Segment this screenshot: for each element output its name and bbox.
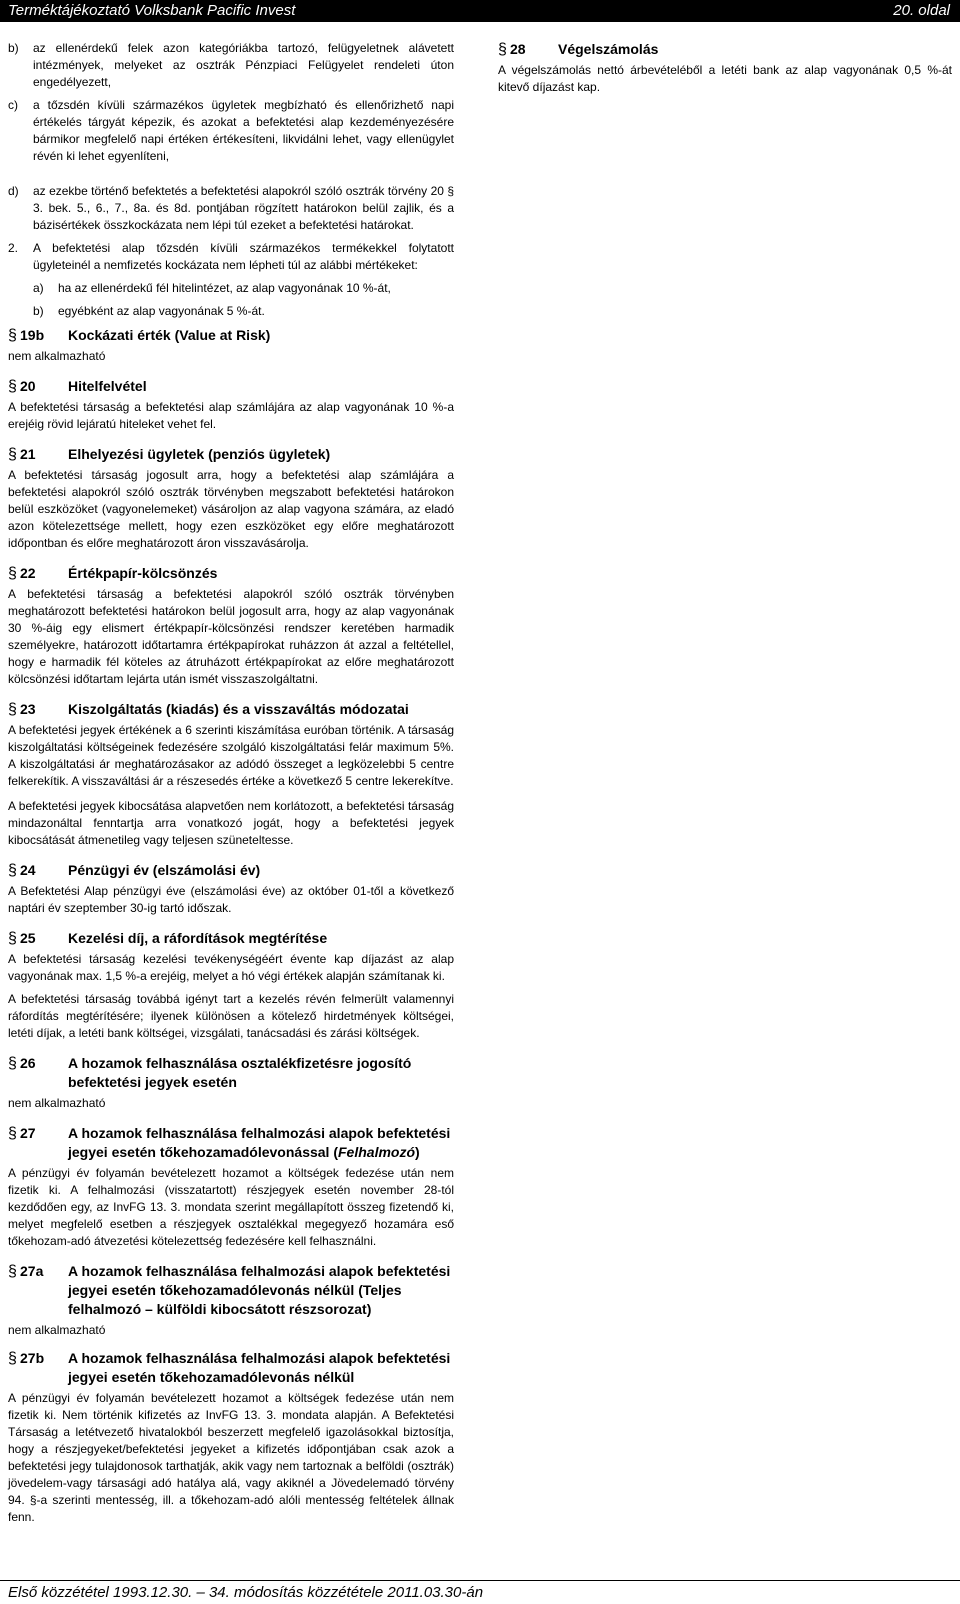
section-body: A befektetési társaság továbbá igényt tart a kezelés révén felmerült valamennyi ráfordítás megtérítésére; ilyenek különösen a kötelező hirdetmények költségei, letéti díjak, a letéti bank költségei, vizsgálati, tanácsadási és zárási költségek. — [8, 992, 454, 1040]
sub-item — [33, 280, 454, 297]
right-column — [498, 40, 952, 96]
section-body: A pénzügyi év folyamán bevételezett hozamot a költségek fedezése után nem fizetik ki. Nem történik kifizetés az InvFG 13. 3. mondata alapján. A Befektetési Társaság a letétvezető hivatalokból beszerzett megfelelő igazolásokkal biztosítja, hogy a részjegyeket/befektetési jegyeket a kifizetés időpontjában csak azok a befektetési jegy tulajdonosok tarthatják, akik vagy nem tartoznak a belföldi (osztrák) jövedelem-vagy társasági adó hatálya alá, vagy akiknél a Jövedelemadó törvény 94. §-a szerinti mentesség, ill. a tőkehozam-adó alóli mentesség feltételek állnak fenn. — [8, 1391, 454, 1524]
section-heading: § 22 Értékpapír-kölcsönzés — [8, 565, 218, 582]
section-heading: § 24 Pénzügyi év (elszámolási év) — [8, 862, 261, 879]
section-body: nem alkalmazható — [8, 349, 106, 363]
sub-text: ha az ellenérdekű fél hitelintézet, az alap vagyonának 10 %-át, — [58, 281, 391, 295]
item-label: d) — [8, 184, 19, 198]
page-footer — [0, 1580, 960, 1603]
section-body: A befektetési társaság a befektetési alapokról szóló osztrák törvényben meghatározott befektetési határokon belül jogosult arra, hogy az alap vagyonának 30 %-áig egy elismert értékpapír-kölcsönzési rendszer keretében harmadik személyekre, határozott időtartamra értékpapírokat ruházzon át azzal a feltétellel, hogy e harmadik fél köteles az átruházott értékpapírokat az előre meghatározott kölcsönzési időtartam lejárta után ismét visszaszolgáltatni. — [8, 587, 454, 686]
section-heading: § 28 Végelszámolás — [498, 41, 659, 58]
page-header — [0, 0, 960, 22]
document-title: Terméktájékoztató Volksbank Pacific Invest — [8, 2, 296, 19]
section-body: A végelszámolás nettó árbevételéből a letéti bank az alap vagyonának 0,5 %-át kitevő díjazást kap. — [498, 63, 952, 94]
section-heading: § 23 Kiszolgáltatás (kiadás) és a visszaváltás módozatai — [8, 701, 409, 718]
section-heading: § 27b A hozamok felhasználása felhalmozási alapok befektetési jegyei esetén tőkehozamadólevonás nélkül — [8, 1350, 451, 1385]
list-item — [8, 40, 454, 91]
section-body: A Befektetési Alap pénzügyi éve (elszámolási éve) az október 01-től a következő naptári év szeptember 30-ig tartó időszak. — [8, 884, 454, 915]
section-heading: § 21 Elhelyezési ügyletek (penziós ügyletek) — [8, 446, 331, 463]
section-heading: § 19b Kockázati érték (Value at Risk) — [8, 327, 271, 344]
sub-label: b) — [33, 304, 44, 318]
footer-text: Első közzététel 1993.12.30. – 34. módosítás közzététele 2011.03.30-án — [8, 1584, 484, 1601]
item-text: az ezekbe történő befektetés a befektetési alapokról szóló osztrák törvény 20 § 3. bek. 5., 6., 7., 8a. és 8d. pontjában rögzített határokon belül zajlik, és a bázisértékek összkockázata nem lépi túl ezeket a befektetési határokat. — [33, 184, 454, 232]
section-heading: § 27a A hozamok felhasználása felhalmozási alapok befektetési jegyei esetén tőkehozamadólevonás nélkül (Teljes felhalmozó – külföldi kibocsátott részsorozat) — [8, 1263, 451, 1317]
section-heading: § 20 Hitelfelvétel — [8, 378, 147, 395]
section-body: A pénzügyi év folyamán bevételezett hozamot a költségek fedezése után nem fizetik ki. A felhalmozási (visszatartott) részjegyek esetén november 28-tól kezdődően egy, az InvFG 13. 3. mondata szerint megállapított összeg fizetendő ki, melyet megfelelő esetben a részjegyek osztalékkal megegyező hozamára eső tőkehozam-adó átvezetési kötelezettség fedezésére kell felhasználni. — [8, 1166, 454, 1248]
section-body: A befektetési jegyek értékének a 6 szerinti kiszámítása euróban történik. A társaság kiszolgáltatási költségeinek fedezésére szolgáló kiszolgáltatási felár maximum 5%. A kiszolgáltatási ár meghatározásakor az adódó összeget a legközelebbi 5 centre felkerekítik. A visszaváltási ár a részesedés értéke a következő 5 centre lekerekítve. — [8, 723, 454, 788]
item-label: c) — [8, 98, 18, 112]
section-body: A befektetési társaság kezelési tevékenységéért évente kap díjazást az alap vagyonának max. 1,5 %-a erejéig, melyet a hó végi értékek alapján számítanak ki. — [8, 952, 454, 983]
point-2 — [8, 240, 454, 274]
left-column — [8, 40, 454, 1526]
section-body: A befektetési társaság jogosult arra, hogy a befektetési alap számlájára a befektetési alapokról szóló osztrák törvényben megszabott befektetési határokon belül eszközöket (vagyonelemeket) vásároljon az alap vagyona számára, az eladó azon kötelezettsége mellett, hogy ezen eszközöket egy előre meghatározott időpontban és előre meghatározott áron visszavásárolja. — [8, 468, 454, 550]
item-label: b) — [8, 41, 19, 55]
sub-item — [33, 303, 454, 320]
section-heading: § 25 Kezelési díj, a ráfordítások megtérítése — [8, 930, 328, 947]
section-heading: § 26 A hozamok felhasználása osztalékfizetésre jogosító befektetési jegyek esetén — [8, 1055, 412, 1090]
sub-text: egyébként az alap vagyonának 5 %-át. — [58, 304, 265, 318]
section-heading: § 27 A hozamok felhasználása felhalmozási alapok befektetési jegyei esetén tőkehozamadólevonással (Felhalmozó) — [8, 1125, 451, 1160]
sub-label: a) — [33, 281, 44, 295]
item-text: az ellenérdekű felek azon kategóriákba tartozó, felügyeletnek alávetett intézmények, melyeket az osztrák Pénzpiaci Felügyelet rendeleti úton engedélyezett, — [33, 41, 454, 89]
item-label: 2. — [8, 241, 19, 255]
section-body: nem alkalmazható — [8, 1096, 106, 1110]
section-body: nem alkalmazható — [8, 1323, 106, 1337]
page-number: 20. oldal — [893, 2, 950, 19]
item-text: A befektetési alap tőzsdén kívüli származékos termékekkel folytatott ügyleteinél a nemfizetés kockázata nem lépheti túl az alábbi mértékeket: — [33, 241, 454, 272]
list-item — [8, 97, 454, 165]
section-body: A befektetési társaság a befektetési alap számlájára az alap vagyonának 10 %-a erejéig rövid lejáratú hiteleket vehet fel. — [8, 400, 454, 431]
item-text: a tőzsdén kívüli származékos ügyletek megbízható és ellenőrizhető napi értékelés tárgyát képezik, és azokat a befektetési alap kezdeményezésére bármikor megfelelő napi értéken értékesíteni, likvidálni lehet, vagy ellenügylet révén ki lehet egyenlíteni, — [33, 98, 454, 163]
list-item — [8, 183, 454, 234]
section-body: A befektetési jegyek kibocsátása alapvetően nem korlátozott, a befektetési társaság mindazonáltal fenntartja arra vonatkozó jogát, hogy a befektetési jegyek kibocsátását átmenetileg vagy teljesen szüneteltesse. — [8, 799, 454, 847]
